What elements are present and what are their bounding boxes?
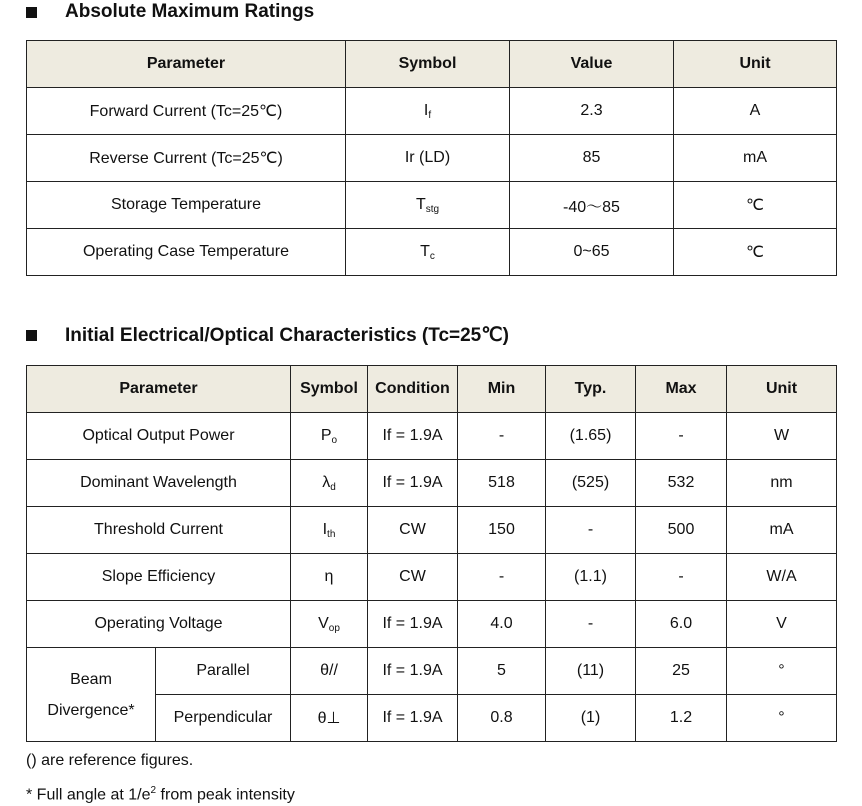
condition-cell: If = 1.9A [368,648,458,695]
param-cell: Operating Voltage [27,601,291,648]
sub-param-cell: Parallel [156,648,291,695]
typ-cell: - [546,601,636,648]
absolute-max-ratings-table [26,40,837,276]
min-cell: 150 [458,507,546,554]
header-cell: Typ. [546,366,636,413]
condition-cell: If = 1.9A [368,601,458,648]
table-row [27,460,837,507]
max-cell: 500 [636,507,727,554]
unit-cell: mA [727,507,837,554]
unit-cell: ° [727,648,837,695]
max-cell: 25 [636,648,727,695]
table-row [27,88,837,135]
symbol-cell: $I_{th}$ [291,507,368,554]
symbol-cell: η [291,554,368,601]
max-cell: 532 [636,460,727,507]
min-cell: 0.8 [458,695,546,742]
symbol-cell: θ// [291,648,368,695]
table-header-row [27,366,837,413]
max-cell: 1.2 [636,695,727,742]
min-cell: 5 [458,648,546,695]
note-full-angle: * Full angle at $1/e^2$ from peak intensity [26,785,295,804]
param-cell: Storage Temperature [27,182,346,229]
unit-cell: W/A [727,554,837,601]
condition-cell: CW [368,554,458,601]
table-row [27,229,837,276]
table-header-row [27,41,837,88]
param-cell: Threshold Current [27,507,291,554]
symbol-cell: $V_{op}$ [291,601,368,648]
electrical-optical-table [26,365,837,742]
header-cell: Symbol [346,41,510,88]
value-cell: 2.3 [510,88,674,135]
unit-cell: nm [727,460,837,507]
min-cell: - [458,413,546,460]
param-cell: Reverse Current (Tc=25℃) [27,135,346,182]
max-cell: - [636,413,727,460]
min-cell: - [458,554,546,601]
table-row [27,182,837,229]
condition-cell: If = 1.9A [368,413,458,460]
beam-divergence-cell: Beam Divergence* [27,648,156,742]
condition-cell: If = 1.9A [368,695,458,742]
header-cell: Min [458,366,546,413]
typ-cell: - [546,507,636,554]
typ-cell: (11) [546,648,636,695]
section-title-electrical-optical [26,324,509,347]
param-cell: Optical Output Power [27,413,291,460]
square-bullet-icon [26,7,37,18]
value-cell: -40～85 [510,182,674,229]
unit-cell: mA [674,135,837,182]
section-title-text: Initial Electrical/Optical Characteristics (Tc=25℃) [65,325,509,346]
table-row [27,601,837,648]
unit-cell: ℃ [674,229,837,276]
header-cell: Parameter [27,366,291,413]
param-cell: Forward Current (Tc=25℃) [27,88,346,135]
param-cell: Operating Case Temperature [27,229,346,276]
unit-cell: W [727,413,837,460]
symbol-cell: $T_{stg}$ [346,182,510,229]
table-row [27,135,837,182]
section-title-text: Absolute Maximum Ratings [65,1,315,22]
typ-cell: (525) [546,460,636,507]
typ-cell: (1.1) [546,554,636,601]
table-row [27,507,837,554]
condition-cell: If = 1.9A [368,460,458,507]
symbol-cell: θ⊥ [291,695,368,742]
unit-cell: V [727,601,837,648]
symbol-cell: $T_c$ [346,229,510,276]
unit-cell: ℃ [674,182,837,229]
header-cell: Max [636,366,727,413]
value-cell: 0~65 [510,229,674,276]
max-cell: - [636,554,727,601]
sub-param-cell: Perpendicular [156,695,291,742]
unit-cell: ° [727,695,837,742]
symbol-cell: $P_o$ [291,413,368,460]
table-row [27,413,837,460]
section-title-absolute-max [26,1,314,23]
table-row [27,648,837,695]
param-cell: Dominant Wavelength [27,460,291,507]
typ-cell: (1.65) [546,413,636,460]
header-cell: Symbol [291,366,368,413]
header-cell: Condition [368,366,458,413]
header-cell: Parameter [27,41,346,88]
symbol-cell: $\lambda_d$ [291,460,368,507]
max-cell: 6.0 [636,601,727,648]
min-cell: 518 [458,460,546,507]
table-row [27,554,837,601]
unit-cell: A [674,88,837,135]
typ-cell: (1) [546,695,636,742]
param-cell: Slope Efficiency [27,554,291,601]
symbol-cell: Ir (LD) [346,135,510,182]
min-cell: 4.0 [458,601,546,648]
symbol-cell: $I_f$ [346,88,510,135]
value-cell: 85 [510,135,674,182]
header-cell: Unit [674,41,837,88]
header-cell: Value [510,41,674,88]
square-bullet-icon [26,330,37,341]
note-reference-figures: () are reference figures. [26,752,194,769]
header-cell: Unit [727,366,837,413]
condition-cell: CW [368,507,458,554]
